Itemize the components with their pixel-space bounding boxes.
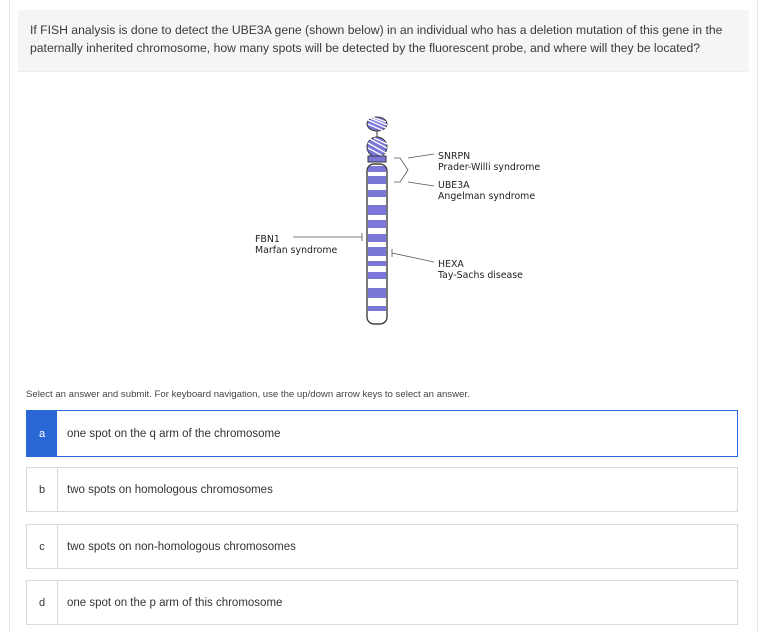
disease-label-angelman: Angelman syndrome <box>438 191 536 202</box>
answer-option-a[interactable] <box>26 410 738 457</box>
gene-label-hexa: HEXA <box>438 259 464 270</box>
chromosome-figure <box>240 110 560 335</box>
option-text: two spots on homologous chromosomes <box>67 483 273 496</box>
option-letter: b <box>27 468 58 511</box>
option-letter: a <box>27 411 57 456</box>
disease-label-prader-willi: Prader-Willi syndrome <box>438 162 541 173</box>
chromosome-satellites <box>367 117 387 162</box>
gene-label-snrpn: SNRPN <box>438 151 471 162</box>
gene-label-ube3a: UBE3A <box>438 180 470 191</box>
option-letter: c <box>27 525 58 568</box>
answer-option-d[interactable] <box>26 580 738 625</box>
page-right-border <box>757 0 758 632</box>
option-letter: d <box>27 581 58 624</box>
option-text: one spot on the q arm of the chromosome <box>67 427 281 440</box>
chromosome-q-arm <box>367 164 387 324</box>
answer-option-c[interactable] <box>26 524 738 569</box>
disease-label-marfan: Marfan syndrome <box>255 245 338 256</box>
answer-instruction: Select an answer and submit. For keyboard navigation, use the up/down arrow keys to select an answer. <box>26 389 470 400</box>
disease-label-tay-sachs: Tay-Sachs disease <box>438 270 523 281</box>
option-text: two spots on non-homologous chromosomes <box>67 540 296 553</box>
page-left-border <box>9 0 10 632</box>
chromosome-diagram <box>240 110 560 335</box>
question-text: If FISH analysis is done to detect the UBE3A gene (shown below) in an individual who has a deletion mutation of this gene in the paternally inherited chromosome, how many spots will be detected by the fluorescent probe, and where will they be located? <box>30 23 723 55</box>
option-text: one spot on the p arm of this chromosome <box>67 596 283 609</box>
answer-option-b[interactable] <box>26 467 738 512</box>
gene-label-fbn1: FBN1 <box>255 234 280 245</box>
question-box <box>18 10 749 72</box>
